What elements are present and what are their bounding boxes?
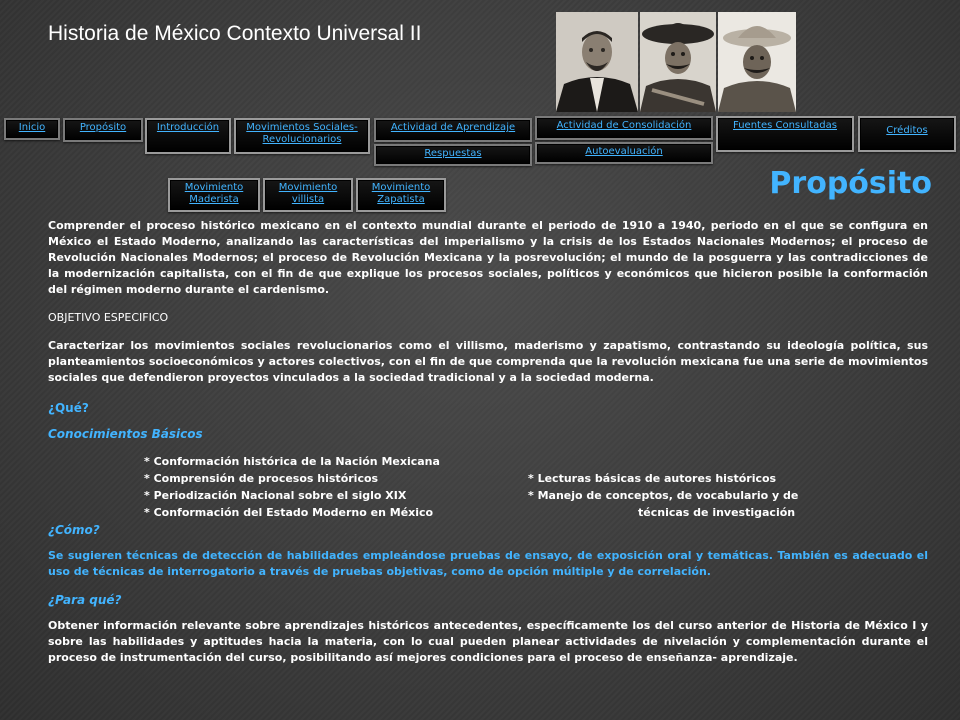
nav-movimiento-villista-button[interactable]: Movimiento villista	[263, 178, 353, 212]
nav-introduccion-button[interactable]: Introducción	[145, 118, 231, 154]
portrait-image	[556, 12, 638, 112]
para-que-paragraph: Obtener información relevante sobre aprendizajes históricos antecedentes, específicamente los del curso anterior de Historia de México I y sobre las habilidades y aptitudes hacia la materia, con lo cual pueden planear actividades de nivelación y complementación durante el proceso de instrumentación del curso, posibilitando así mejores condiciones para el proceso de enseñanza- aprendizaje.	[48, 619, 928, 664]
objetivo-paragraph: Caracterizar los movimientos sociales revolucionarios como el villismo, maderismo y zapatismo, contrastando su ideología política, sus planteamientos socioeconómicos y actores colectivos, con el fin de que comprenda que la revolución mexicana fue una serie de movimientos sociales que defendieron proyectos vinculados a la sociedad tradicional y a la sociedad moderna.	[48, 339, 928, 384]
list-item: * Periodización Nacional sobre el siglo XIX	[144, 489, 407, 502]
page-title: Historia de México Contexto Universal II	[48, 22, 422, 45]
portrait-strip	[556, 12, 796, 112]
list-item: * Manejo de conceptos, de vocabulario y de	[528, 489, 799, 502]
nav-actividad-aprendizaje-button[interactable]: Actividad de Aprendizaje	[374, 118, 532, 142]
como-paragraph: Se sugieren técnicas de detección de habilidades empleándose pruebas de ensayo, de exposición oral y temáticas. También es adecuado el uso de técnicas de interrogatorio a través de pruebas objetivas, como de opción múltiple y de correlación.	[48, 549, 928, 578]
content-body	[48, 218, 928, 666]
list-item: * Conformación del Estado Moderno en México	[144, 506, 434, 519]
section-heading: Propósito	[769, 166, 932, 201]
que-label: ¿Qué?	[48, 401, 89, 415]
nav-fuentes-button[interactable]: Fuentes Consultadas	[716, 116, 854, 152]
list-item: * Lecturas básicas de autores históricos	[528, 472, 777, 485]
conocimientos-label: Conocimientos Básicos	[48, 427, 203, 441]
nav-proposito-button[interactable]: Propósito	[63, 118, 143, 142]
list-item: técnicas de investigación	[638, 506, 796, 519]
nav-creditos-button[interactable]: Créditos	[858, 116, 956, 152]
intro-paragraph: Comprender el proceso histórico mexicano en el contexto mundial durante el periodo de 1910 a 1940, periodo en el que se configura en México el Estado Moderno, analizando las características del imperialismo y la crisis de los Estados Nacionales Modernos; el proceso de Revolución Nacionales Modernos; el proceso de Revolución Mexicana y la posrevolución; el mundo de la posguerra y las contradicciones de la modernización capitalista, con el fin de que explique los procesos sociales, políticos y económicos que hicieron posible la conformación del régimen moderno durante el cardenismo.	[48, 219, 928, 296]
conocimientos-list	[48, 454, 928, 518]
para-que-label: ¿Para qué?	[48, 593, 122, 607]
list-item: * Conformación histórica de la Nación Mexicana	[144, 455, 440, 468]
portrait-image	[718, 12, 796, 112]
portrait-image	[640, 12, 716, 112]
nav-movimiento-maderista-button[interactable]: Movimiento Maderista	[168, 178, 260, 212]
nav-movimientos-button[interactable]: Movimientos Sociales-Revolucionarios	[234, 118, 370, 154]
nav-movimiento-zapatista-button[interactable]: Movimiento Zapatista	[356, 178, 446, 212]
como-label: ¿Cómo?	[48, 523, 100, 537]
nav-autoevaluacion-button[interactable]: Autoevaluación	[535, 142, 713, 164]
objetivo-label: OBJETIVO ESPECIFICO	[48, 311, 169, 324]
list-item: * Comprensión de procesos históricos	[144, 472, 379, 485]
nav-actividad-consolidacion-button[interactable]: Actividad de Consolidación	[535, 116, 713, 140]
nav-respuestas-button[interactable]: Respuestas	[374, 144, 532, 166]
nav-inicio-button[interactable]: Inicio	[4, 118, 60, 140]
